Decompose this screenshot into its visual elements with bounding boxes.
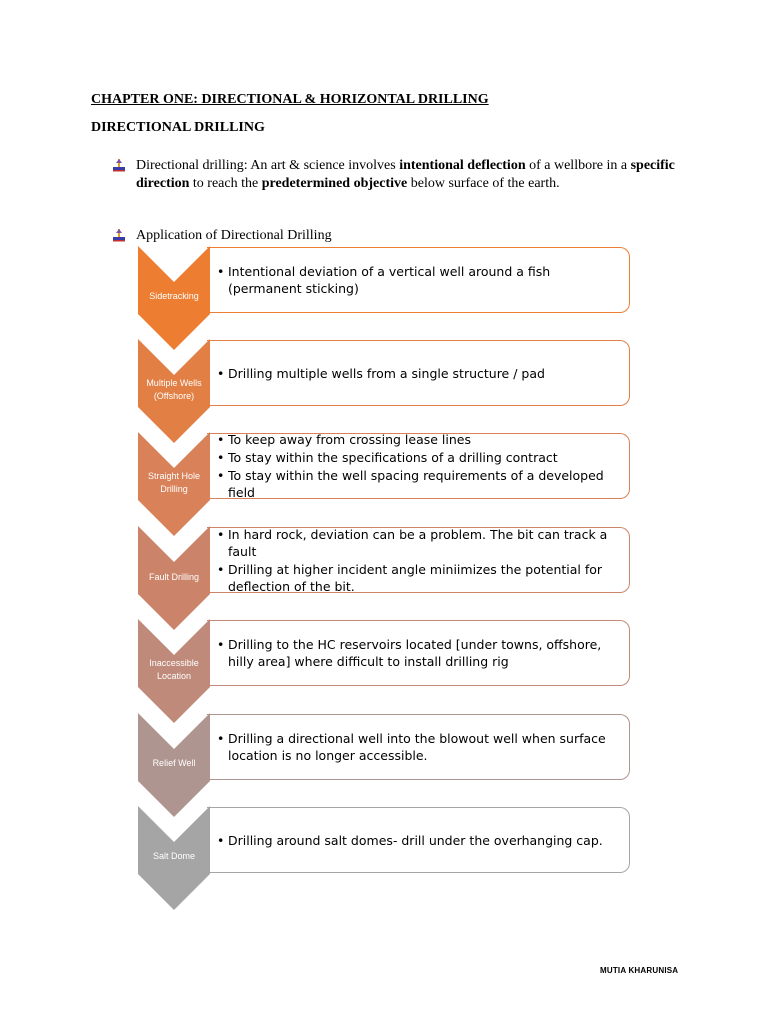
arrow-bullet-icon <box>112 228 126 242</box>
application-description <box>207 433 630 499</box>
section-title: DIRECTIONAL DRILLING <box>91 120 265 135</box>
application-label: Sidetracking <box>149 291 199 301</box>
application-description <box>207 714 630 780</box>
application-description <box>207 620 630 686</box>
application-chevron <box>138 339 210 443</box>
chapter-title: CHAPTER ONE: DIRECTIONAL & HORIZONTAL DRILLING <box>91 92 489 107</box>
application-label: Salt Dome <box>152 851 196 861</box>
definition-paragraph: Directional drilling: An art & science involves intentional deflection of a wellbore in a specific direction to reach the predetermined objective below surface of the earth. <box>136 158 675 191</box>
arrow-bullet-icon <box>112 158 126 172</box>
application-label: Relief Well <box>152 758 196 768</box>
application-description <box>207 340 630 406</box>
application-chevron <box>138 619 210 723</box>
application-chevron <box>138 526 210 630</box>
application-label: Fault Drilling <box>148 572 199 582</box>
footer-author: MUTIA KHARUNISA <box>600 966 679 975</box>
application-item: • Intentional deviation of a vertical well around a fish (permanent sticking) <box>217 263 625 297</box>
application-item: • Drilling around salt domes- drill under the overhanging cap. <box>217 832 625 849</box>
application-item: • Drilling to the HC reservoirs located [under towns, offshore, hilly area] where difficult to install drilling rig <box>217 636 625 670</box>
application-item: • Drilling a directional well into the blowout well when surface location is no longer accessible. <box>217 730 625 764</box>
application-chevron <box>138 246 210 350</box>
application-item: • To stay within the well spacing requirements of a developed field <box>217 467 625 501</box>
application-heading: Application of Directional Drilling <box>136 228 332 243</box>
application-description <box>207 247 630 313</box>
application-label: Multiple Wells (Offshore) <box>146 378 202 401</box>
application-label: Straight Hole Drilling <box>147 471 201 494</box>
application-description <box>207 807 630 873</box>
application-description <box>207 527 630 593</box>
application-item: • To stay within the specifications of a drilling contract <box>217 449 625 466</box>
application-chevron <box>138 806 210 910</box>
application-item: • To keep away from crossing lease lines <box>217 431 625 448</box>
application-item: • Drilling at higher incident angle miniimizes the potential for deflection of the bit. <box>217 561 625 595</box>
application-item: • In hard rock, deviation can be a problem. The bit can track a fault <box>217 526 625 560</box>
application-label: Inaccessible Location <box>149 658 199 681</box>
application-chevron <box>138 432 210 536</box>
application-chevron <box>138 713 210 817</box>
application-item: • Drilling multiple wells from a single structure / pad <box>217 365 625 382</box>
